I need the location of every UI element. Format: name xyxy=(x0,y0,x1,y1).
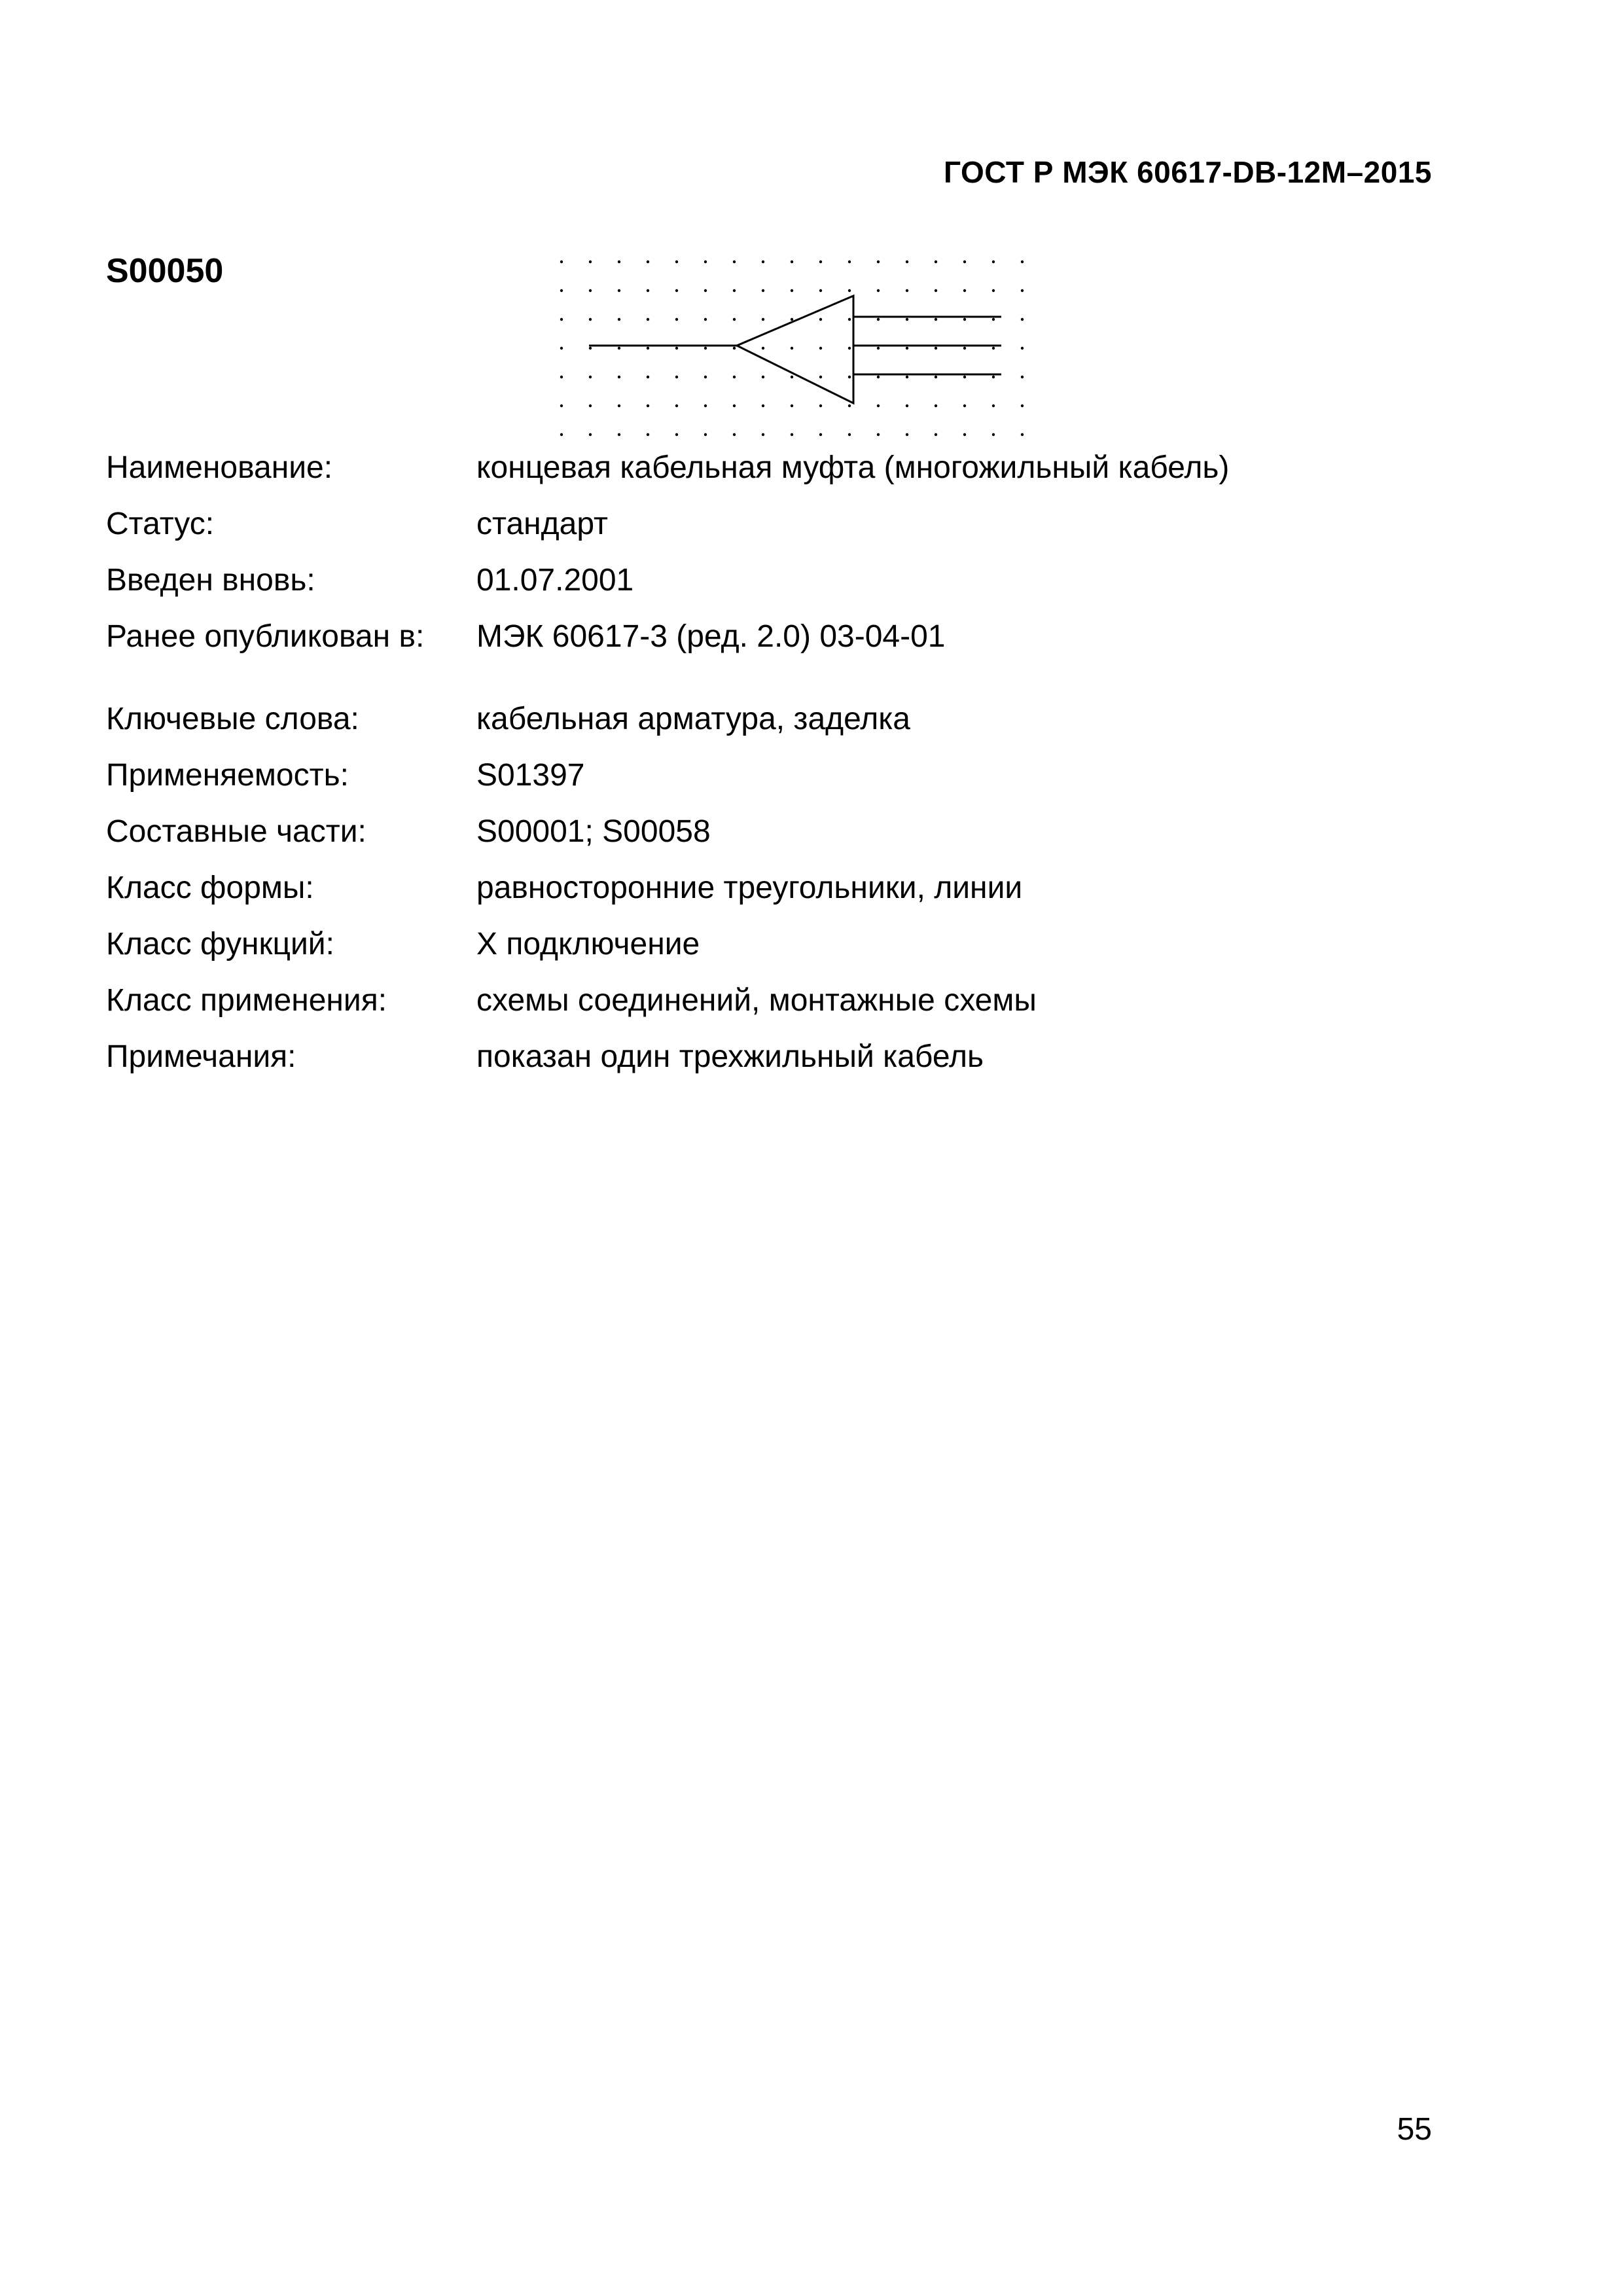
grid-dot xyxy=(848,404,851,407)
grid-dot xyxy=(704,404,707,407)
property-value: МЭК 60617-3 (ред. 2.0) 03-04-01 xyxy=(476,619,946,654)
property-row-previously-published xyxy=(106,614,1480,660)
property-label: Статус: xyxy=(106,507,215,541)
grid-dot xyxy=(848,318,851,321)
property-value: стандарт xyxy=(476,507,608,541)
grid-dot xyxy=(848,347,851,350)
grid-dot xyxy=(906,433,908,436)
grid-dot xyxy=(877,347,880,350)
grid-dot xyxy=(560,347,563,350)
grid-dot xyxy=(935,376,937,378)
property-label: Составные части: xyxy=(106,814,366,849)
grid-dot xyxy=(906,404,908,407)
grid-dot xyxy=(1021,318,1024,321)
grid-dot xyxy=(589,289,592,292)
grid-dot xyxy=(992,347,995,350)
property-label: Ключевые слова: xyxy=(106,702,359,736)
grid-dot xyxy=(733,289,736,292)
grid-dot xyxy=(963,433,966,436)
standard-code: ГОСТ Р МЭК 60617-DB-12M–2015 xyxy=(944,155,1432,189)
page-number: 55 xyxy=(1397,2112,1432,2147)
property-row-status xyxy=(106,501,1480,547)
grid-dot xyxy=(762,347,764,350)
grid-dot xyxy=(877,376,880,378)
grid-dot xyxy=(1021,260,1024,263)
property-value: S00001; S00058 xyxy=(476,814,711,849)
grid-dot xyxy=(618,260,620,263)
grid-dot xyxy=(963,289,966,292)
grid-dot xyxy=(647,347,649,350)
symbol-lines xyxy=(589,296,1001,403)
grid-dot xyxy=(704,347,707,350)
grid-dot xyxy=(819,433,822,436)
property-label: Класс применения: xyxy=(106,983,387,1018)
grid-dot xyxy=(560,433,563,436)
grid-dot xyxy=(675,318,678,321)
grid-dot xyxy=(618,347,620,350)
grid-dot xyxy=(733,376,736,378)
symbol-id: S00050 xyxy=(106,252,224,290)
grid-dot xyxy=(762,376,764,378)
property-value: равносторонние треугольники, линии xyxy=(476,870,1023,905)
grid-dot xyxy=(906,318,908,321)
grid-dot xyxy=(992,376,995,378)
grid-dot xyxy=(906,260,908,263)
grid-dot xyxy=(992,318,995,321)
grid-dot xyxy=(762,404,764,407)
grid-dot xyxy=(618,289,620,292)
grid-dot xyxy=(791,347,793,350)
grid-dot xyxy=(1021,347,1024,350)
grid-dot xyxy=(762,260,764,263)
grid-dot xyxy=(560,289,563,292)
dot-grid xyxy=(560,260,1047,436)
grid-dot xyxy=(819,318,822,321)
property-row-introduced xyxy=(106,558,1480,603)
grid-dot xyxy=(675,433,678,436)
grid-dot xyxy=(704,289,707,292)
grid-dot xyxy=(618,376,620,378)
grid-dot xyxy=(675,376,678,378)
grid-dot xyxy=(791,260,793,263)
grid-dot xyxy=(791,404,793,407)
property-row-name xyxy=(106,445,1480,491)
property-value: кабельная арматура, заделка xyxy=(476,702,910,736)
property-row-components xyxy=(106,809,1480,855)
property-value: S01397 xyxy=(476,758,585,793)
grid-dot xyxy=(762,433,764,436)
grid-dot xyxy=(618,404,620,407)
grid-dot xyxy=(935,404,937,407)
grid-dot xyxy=(618,318,620,321)
grid-dot xyxy=(935,318,937,321)
grid-dot xyxy=(848,260,851,263)
grid-dot xyxy=(791,376,793,378)
grid-dot xyxy=(963,376,966,378)
property-label: Ранее опубликован в: xyxy=(106,619,425,654)
property-row-function-class xyxy=(106,922,1480,967)
grid-dot xyxy=(704,318,707,321)
property-row-application-class xyxy=(106,978,1480,1024)
grid-dot xyxy=(647,260,649,263)
grid-dot xyxy=(675,347,678,350)
grid-dot xyxy=(1021,404,1024,407)
grid-dot xyxy=(1021,289,1024,292)
grid-dot xyxy=(877,260,880,263)
grid-dot xyxy=(935,433,937,436)
grid-dot xyxy=(935,347,937,350)
grid-dot xyxy=(647,318,649,321)
grid-dot xyxy=(877,404,880,407)
grid-dot xyxy=(589,260,592,263)
grid-dot xyxy=(589,376,592,378)
grid-dot xyxy=(992,404,995,407)
property-row-shape-class xyxy=(106,865,1480,911)
grid-dot xyxy=(935,289,937,292)
grid-dot xyxy=(647,404,649,407)
grid-dot xyxy=(733,318,736,321)
grid-dot xyxy=(992,433,995,436)
grid-dot xyxy=(963,260,966,263)
grid-dot xyxy=(1021,433,1024,436)
grid-dot xyxy=(877,433,880,436)
property-label: Примечания: xyxy=(106,1039,296,1074)
grid-dot xyxy=(589,318,592,321)
grid-dot xyxy=(819,260,822,263)
grid-dot xyxy=(906,347,908,350)
grid-dot xyxy=(762,289,764,292)
grid-dot xyxy=(963,318,966,321)
grid-dot xyxy=(819,289,822,292)
grid-dot xyxy=(848,376,851,378)
grid-dot xyxy=(819,404,822,407)
property-value: X подключение xyxy=(476,927,700,961)
grid-dot xyxy=(647,289,649,292)
grid-dot xyxy=(589,404,592,407)
grid-dot xyxy=(791,289,793,292)
property-label: Наименование: xyxy=(106,450,333,485)
grid-dot xyxy=(733,347,736,350)
property-row-applicability xyxy=(106,753,1480,798)
grid-dot xyxy=(762,318,764,321)
grid-dot xyxy=(848,289,851,292)
grid-dot xyxy=(877,318,880,321)
property-value: концевая кабельная муфта (многожильный кабель) xyxy=(476,450,1230,485)
grid-dot xyxy=(906,289,908,292)
grid-dot xyxy=(733,433,736,436)
grid-dot xyxy=(675,260,678,263)
grid-dot xyxy=(819,376,822,378)
grid-dot xyxy=(618,433,620,436)
grid-dot xyxy=(963,347,966,350)
grid-dot xyxy=(704,376,707,378)
grid-dot xyxy=(791,433,793,436)
grid-dot xyxy=(733,404,736,407)
grid-dot xyxy=(675,404,678,407)
property-value: 01.07.2001 xyxy=(476,563,634,598)
property-value: показан один трехжильный кабель xyxy=(476,1039,984,1074)
grid-dot xyxy=(589,433,592,436)
property-row-keywords xyxy=(106,696,1480,742)
grid-dot xyxy=(992,289,995,292)
grid-dot xyxy=(819,347,822,350)
grid-dot xyxy=(992,260,995,263)
property-label: Класс формы: xyxy=(106,870,314,905)
property-row-notes xyxy=(106,1034,1480,1080)
grid-dot xyxy=(791,318,793,321)
grid-dot xyxy=(704,260,707,263)
grid-dot xyxy=(589,347,592,350)
grid-dot xyxy=(560,260,563,263)
grid-dot xyxy=(963,404,966,407)
grid-dot xyxy=(647,433,649,436)
cable-end-sealing-symbol-icon xyxy=(550,249,1047,445)
grid-dot xyxy=(848,433,851,436)
grid-dot xyxy=(906,376,908,378)
grid-dot xyxy=(560,376,563,378)
grid-dot xyxy=(560,318,563,321)
grid-dot xyxy=(560,404,563,407)
triangle-shape xyxy=(737,296,853,403)
grid-dot xyxy=(704,433,707,436)
property-label: Введен вновь: xyxy=(106,563,315,598)
property-label: Применяемость: xyxy=(106,758,349,793)
grid-dot xyxy=(675,289,678,292)
grid-dot xyxy=(935,260,937,263)
grid-dot xyxy=(877,289,880,292)
property-value: схемы соединений, монтажные схемы xyxy=(476,983,1037,1018)
property-label: Класс функций: xyxy=(106,927,334,961)
grid-dot xyxy=(733,260,736,263)
grid-dot xyxy=(1021,376,1024,378)
grid-dot xyxy=(647,376,649,378)
